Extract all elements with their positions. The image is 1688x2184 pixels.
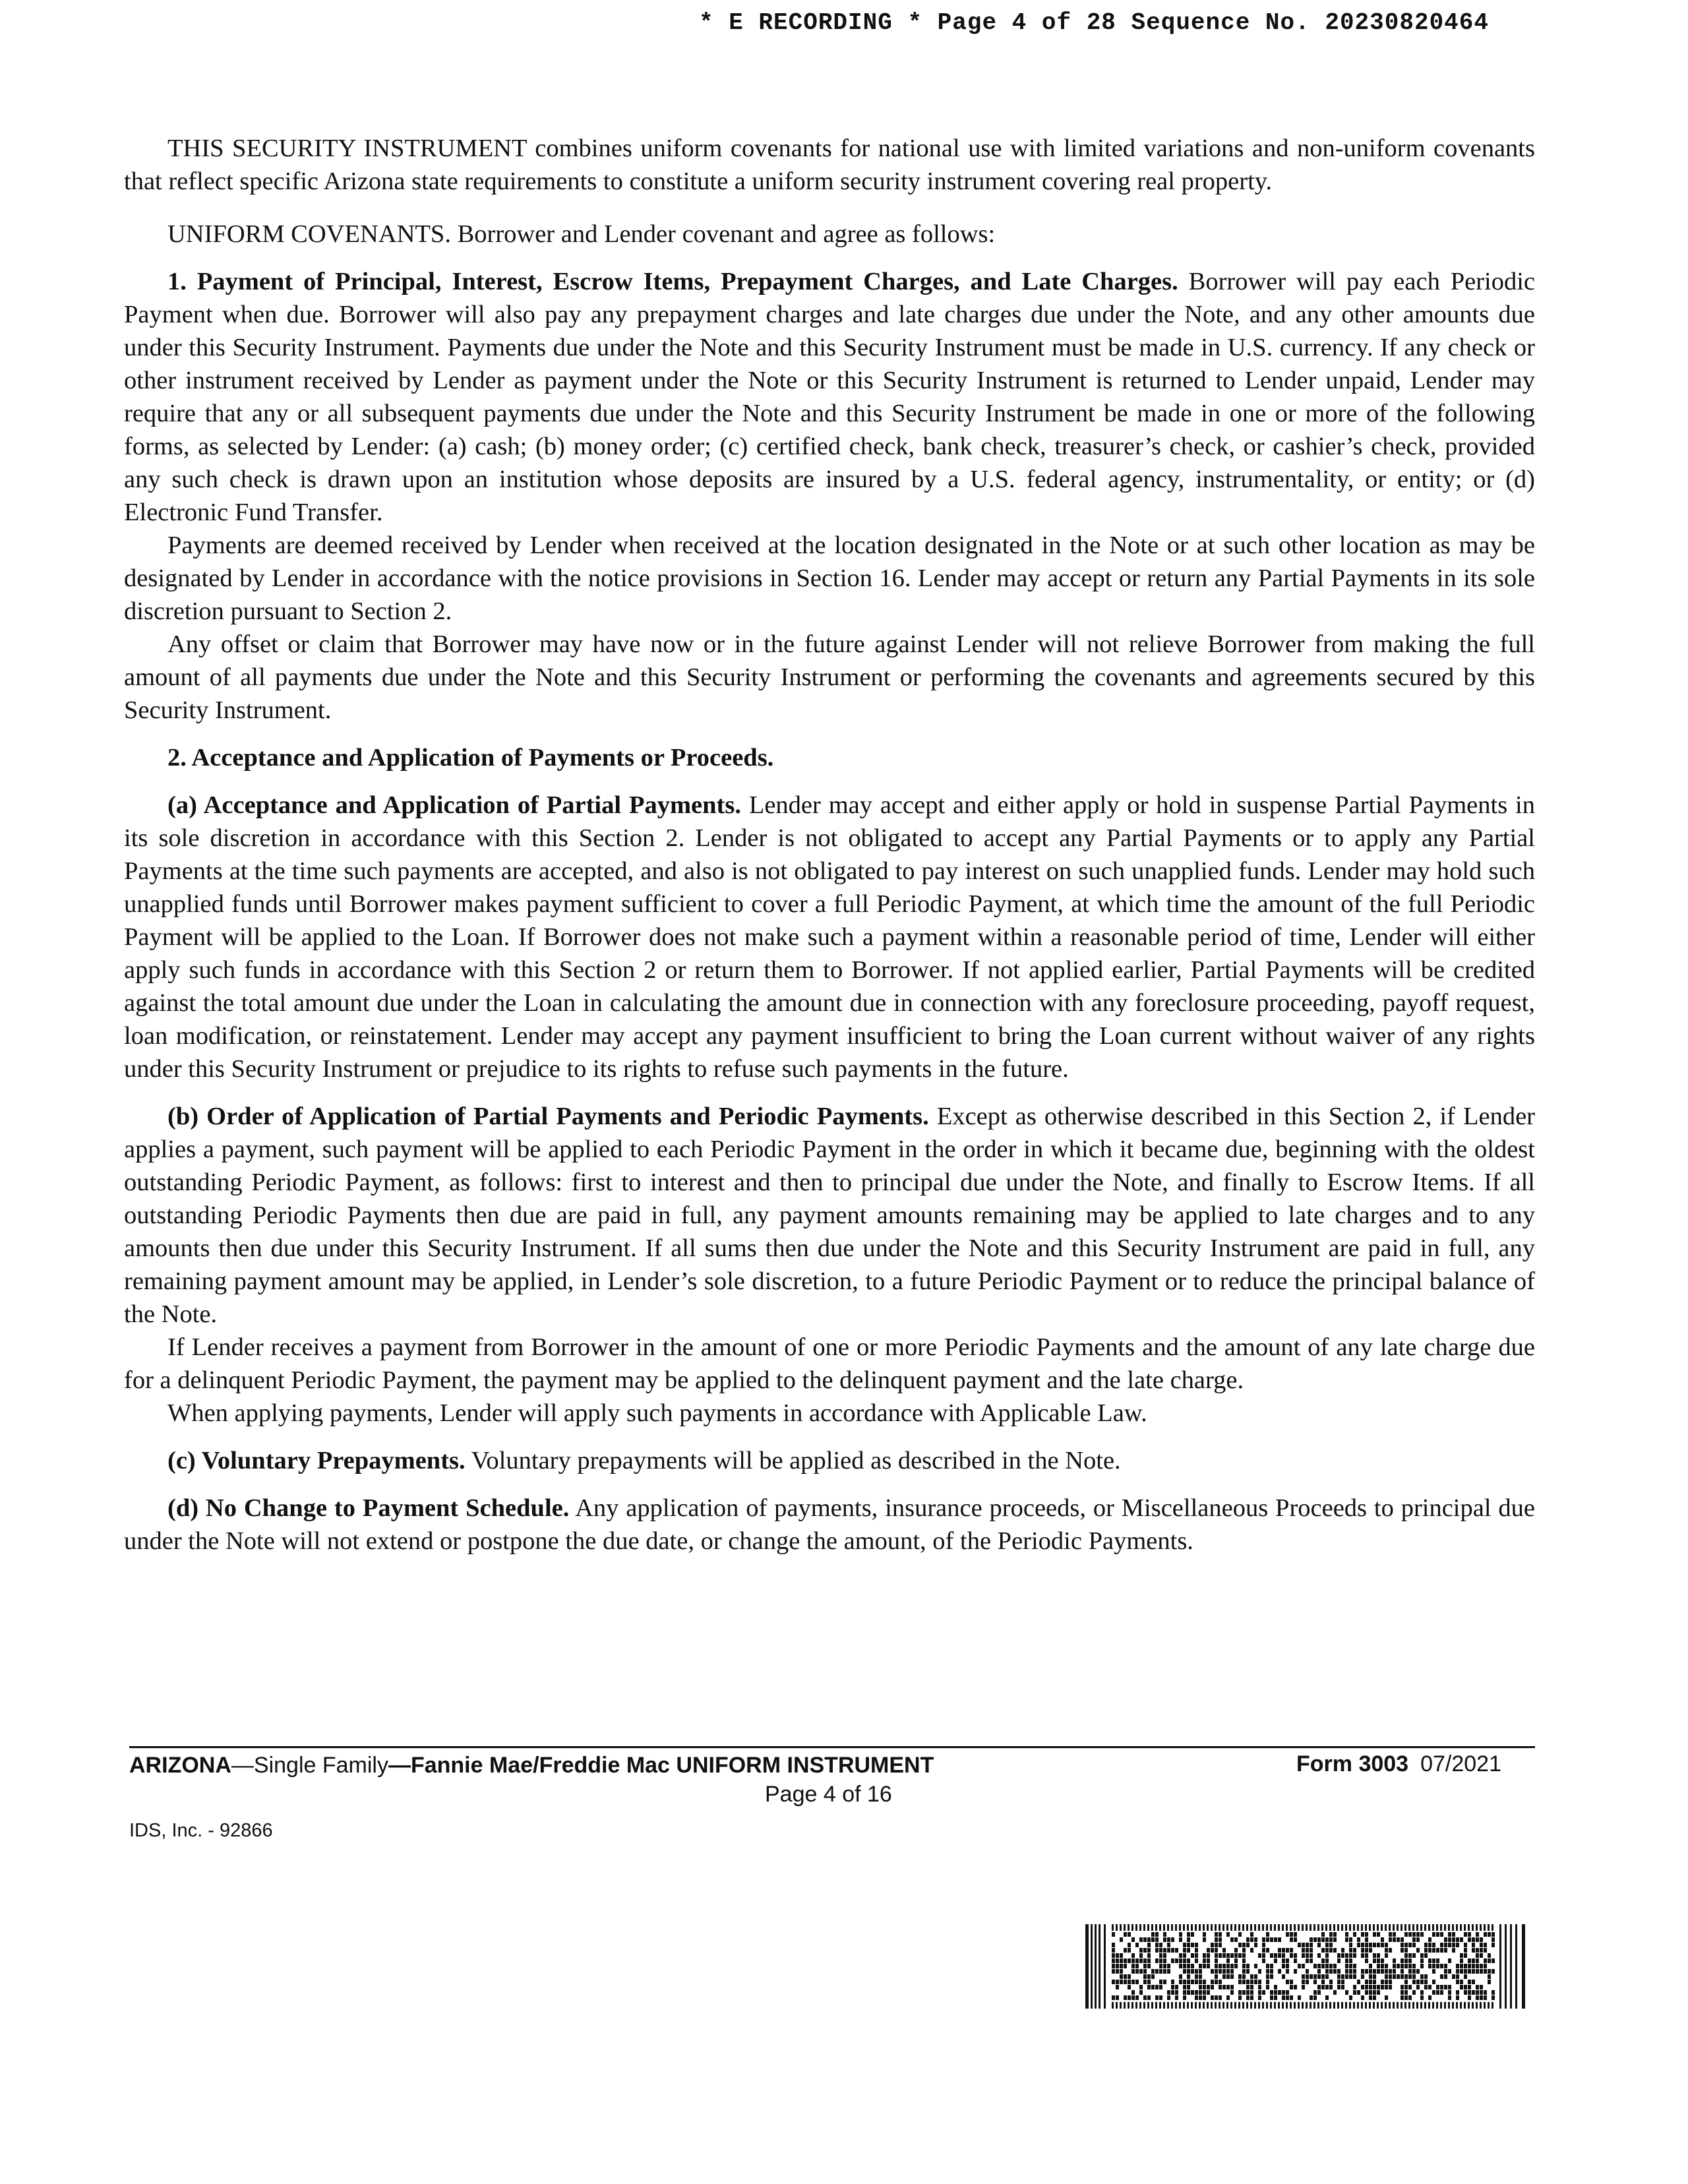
footer-divider — [129, 1746, 1535, 1748]
section-2d-paragraph — [124, 1492, 1535, 1558]
section-2-heading-paragraph — [124, 741, 1535, 774]
footer-dash-1: — — [231, 1753, 254, 1778]
footer-state: ARIZONA — [129, 1753, 231, 1778]
section-2-heading: 2. Acceptance and Application of Payments or Proceeds. — [167, 744, 774, 772]
uniform-covenants-paragraph: UNIFORM COVENANTS. Borrower and Lender covenant and agree as follows: — [167, 220, 996, 248]
section-1-text: Borrower will pay each Periodic Payment when due. Borrower will also pay any prepayment charges and late charges due under the Note, and any other amounts due under this Security Instrument. Payments due under the Note and this Security Instrument must be made in U.S. currency. If any check or other instrument received by Lender as payment under the Note or this Security Instrument is returned to Lender unpaid, Lender may require that any or all subsequent payments due under the Note and this Security Instrument be made in one or more of the following forms, as selected by Lender: (a) cash; (b) money order; (c) certified check, bank check, treasurer’s check, or cashier’s check, provided any such check is drawn upon an institution whose deposits are insured by a U.S. federal agency, instrumentality, or entity; or (d) Electronic Fund Transfer. — [124, 268, 1536, 526]
section-2b-paragraph-3: When applying payments, Lender will apply such payments in accordance with Applicable Law. — [167, 1399, 1147, 1427]
section-2c-heading: (c) Voluntary Prepayments. — [167, 1447, 466, 1474]
section-1-heading: 1. Payment of Principal, Interest, Escrow Items, Prepayment Charges, and Late Charges. — [167, 268, 1178, 295]
section-2a-paragraph — [124, 789, 1535, 1085]
section-2b-paragraph-2: If Lender receives a payment from Borrower in the amount of one or more Periodic Payments and the amount of any late charge due for a delinquent Periodic Payment, the payment may be applied to the delinquent payment and the late charge. — [124, 1333, 1535, 1394]
section-1-paragraph — [124, 265, 1535, 529]
footer-form-number — [1296, 1751, 1501, 1777]
footer-form-date: 07/2021 — [1420, 1751, 1501, 1776]
intro-paragraph: THIS SECURITY INSTRUMENT combines uniform covenants for national use with limited variations and non-uniform covenants that reflect specific Arizona state requirements to constitute a uniform security instrument covering real property. — [124, 135, 1535, 195]
section-2b-heading: (b) Order of Application of Partial Payments and Periodic Payments. — [167, 1103, 929, 1130]
barcode — [1085, 1924, 1527, 2009]
section-2c-paragraph — [124, 1444, 1535, 1477]
section-2a-text: Lender may accept and either apply or hold in suspense Partial Payments in its sole discretion in accordance with this Section 2. Lender is not obligated to accept any Partial Payments or to apply any Partial Payments at the time such payments are accepted, and also is not obligated to pay interest on such unapplied funds. Lender may hold such unapplied funds until Borrower makes payment sufficient to cover a full Periodic Payment, at which time the amount of the full Periodic Payment will be applied to the Loan. If Borrower does not make such a payment within a reasonable period of time, Lender will either apply such funds in accordance with this Section 2 or return them to Borrower. If not applied earlier, Partial Payments will be credited against the total amount due under the Loan in calculating the amount due in connection with any foreclosure proceeding, payoff request, loan modification, or reinstatement. Lender may accept any payment insufficient to bring the Loan current without waiver of any rights under this Security Instrument or prejudice to its rights to refuse such payments in the future. — [124, 791, 1535, 1083]
section-2b-text: Except as otherwise described in this Section 2, if Lender applies a payment, such payment will be applied to each Periodic Payment in the order in which it became due, beginning with the oldest outstanding Periodic Payment, as follows: first to interest and then to principal due under the Note, and finally to Escrow Items. If all outstanding Periodic Payments then due are paid in full, any payment amounts remaining may be applied to late charges and to any amounts then due under this Security Instrument. If all sums then due under the Note and this Security Instrument are paid in full, any remaining payment amount may be applied, in Lender’s sole discretion, to a future Periodic Payment or to reduce the principal balance of the Note. — [124, 1103, 1535, 1328]
footer-instrument: Fannie Mae/Freddie Mac UNIFORM INSTRUMENT — [410, 1753, 934, 1778]
section-2d-heading: (d) No Change to Payment Schedule. — [167, 1494, 570, 1522]
footer-form: Form 3003 — [1296, 1751, 1409, 1776]
footer-page-number: Page 4 of 16 — [765, 1782, 892, 1807]
section-1-paragraph-3: Any offset or claim that Borrower may have now or in the future against Lender will not relieve Borrower from making the full amount of all payments due under the Note and this Security Instrument or performing the covenants and agreements secured by this Security Instrument. — [124, 630, 1535, 724]
section-2a-heading: (a) Acceptance and Application of Partial Payments. — [167, 791, 741, 819]
recording-stamp: * E RECORDING * Page 4 of 28 Sequence No. 20230820464 — [699, 9, 1489, 36]
section-2b-paragraph — [124, 1100, 1535, 1331]
footer-dash-2: — — [388, 1753, 411, 1778]
section-1-paragraph-2: Payments are deemed received by Lender when received at the location designated in the Note or at such other location as may be designated by Lender in accordance with the notice provisions in Section 16. Lender may accept or return any Partial Payments in its sole discretion pursuant to Section 2. — [124, 531, 1535, 625]
footer-form-title — [129, 1753, 934, 1778]
document-body — [124, 132, 1535, 1558]
footer-ids: IDS, Inc. - 92866 — [129, 1820, 273, 1841]
section-2d-text: Any application of payments, insurance proceeds, or Miscellaneous Proceeds to principal due under the Note will not extend or postpone the due date, or change the amount, of the Periodic Payments. — [124, 1494, 1535, 1555]
section-2c-text: Voluntary prepayments will be applied as described in the Note. — [471, 1447, 1121, 1474]
footer-family: Single Family — [253, 1753, 388, 1778]
